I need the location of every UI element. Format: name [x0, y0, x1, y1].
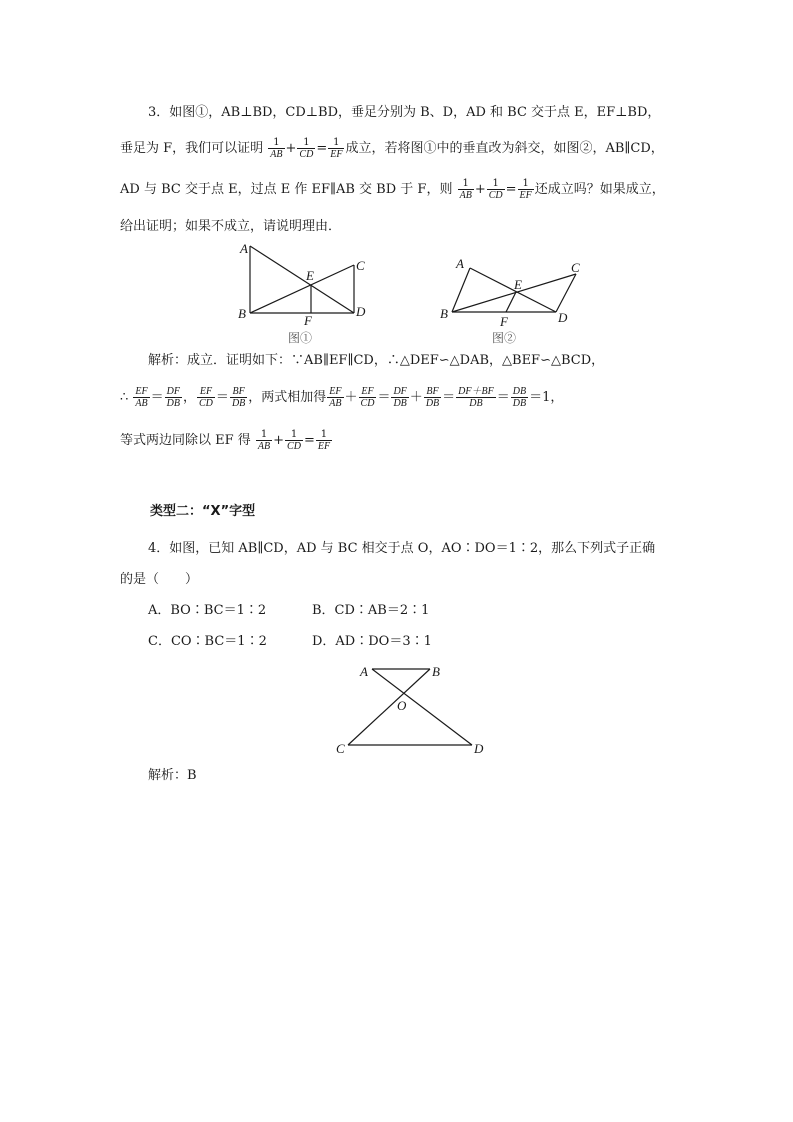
fig2-label-a: A: [456, 256, 464, 271]
fraction-1-over-cd: $\frac{1}{CD}$: [299, 137, 314, 160]
q3-line-1: 3．如图①，AB⊥BD，CD⊥BD，垂足分别为 B、D，AD 和 BC 交于点 E，EF⊥BD，: [148, 105, 661, 120]
fig4-label-o: O: [397, 698, 407, 713]
sol3-line-1: 解析：成立．证明如下：∵AB∥EF∥CD，∴△DEF∽△DAB，△BEF∽△BCD，: [148, 353, 605, 368]
fraction-dfbf-over-db: $\frac{DF+BF}{DB}$: [458, 386, 494, 409]
fraction-ef-over-ab: $\frac{EF}{AB}$: [135, 386, 148, 409]
fraction-bf-over-db-sum: $\frac{BF}{DB}$: [425, 386, 440, 409]
fraction-1-over-ab-3: $\frac{1}{AB}$: [257, 429, 271, 452]
fig1-label-a: A: [240, 241, 248, 256]
q4-option-b: B．CD∶AB＝2∶1: [312, 603, 430, 618]
q3-line-3: AD 与 BC 交于点 E，过点 E 作 EF∥AB 交 BD 于 F，则 $\frac{1}{AB}$ + $\frac{1}{CD}$ = $\frac{1}{EF}$ 还成立吗？如果成立，: [120, 178, 665, 201]
sol3-line-3: 等式两边同除以 EF 得 $\frac{1}{AB}$ + $\frac{1}{CD}$ = $\frac{1}{EF}$: [120, 429, 331, 452]
fraction-bf-over-db: $\frac{BF}{DB}$: [231, 386, 246, 409]
q4-option-a: A．BO∶BC＝1∶2: [148, 603, 267, 618]
fraction-1-over-ef: $\frac{1}{EF}$: [330, 137, 343, 160]
fig2-label-c: C: [571, 260, 580, 275]
sol4-answer: 解析：B: [148, 768, 197, 783]
fraction-db-over-db: $\frac{DB}{DB}$: [512, 386, 527, 409]
fraction-1-over-ef-3: $\frac{1}{EF}$: [317, 429, 331, 452]
fraction-df-over-db-sum: $\frac{DF}{DB}$: [393, 386, 407, 409]
fraction-1-over-ab: $\frac{1}{AB}$: [270, 137, 283, 160]
fig1-label-e: E: [306, 268, 314, 283]
fig4-label-d: D: [474, 741, 484, 756]
fig2-label-d: D: [558, 310, 568, 325]
fig2-caption: 图②: [492, 331, 517, 345]
fraction-ef-over-cd: $\frac{EF}{CD}$: [199, 386, 213, 409]
q4-option-c: C．CO∶BC＝1∶2: [148, 634, 267, 649]
fig4-label-b: B: [432, 664, 440, 679]
fraction-df-over-db: $\frac{DF}{DB}$: [166, 386, 180, 409]
fraction-1-over-cd-2: $\frac{1}{CD}$: [488, 178, 503, 201]
fig4-label-c: C: [336, 741, 345, 756]
fig1-label-c: C: [356, 258, 365, 273]
fraction-1-over-ef-2: $\frac{1}{EF}$: [519, 178, 532, 201]
figure-x-diagram: [330, 660, 496, 760]
fig1-label-f: F: [304, 313, 312, 328]
fig2-label-b: B: [440, 306, 448, 321]
fig2-label-f: F: [500, 314, 508, 329]
q4-line-1: 4．如图，已知 AB∥CD，AD 与 BC 相交于点 O，AO∶DO＝1∶2，那么下列式子正确: [148, 541, 656, 556]
fig4-label-a: A: [360, 664, 368, 679]
fig2-label-e: E: [514, 277, 522, 292]
q4-line-2: 的是（ ）: [120, 572, 199, 587]
fraction-1-over-ab-2: $\frac{1}{AB}$: [459, 178, 472, 201]
q3-line-2: 垂足为 F，我们可以证明 $\frac{1}{AB}$ + $\frac{1}{CD}$ = $\frac{1}{EF}$ 成立，若将图①中的垂直改为斜交，如图②，AB∥CD，: [120, 137, 664, 160]
figure-1-diagram: [232, 238, 372, 350]
fraction-ef-over-cd-sum: $\frac{EF}{CD}$: [360, 386, 375, 409]
sol3-line-2: ∴ $\frac{EF}{AB}$ ＝ $\frac{DF}{DB}$ ， $\frac{EF}{CD}$ ＝ $\frac{BF}{DB}$ ，两式相加得 $\frac{EF}{AB}$ ＋ $\frac{EF}{CD}$ ＝ $\frac{DF}{DB}$ ＋ $\frac{BF}{DB}$ ＝ $\frac{DF+BF}{DB}$ ＝ $\frac{DB}{DB}$ ＝1，: [120, 386, 564, 409]
fraction-ef-over-ab-sum: $\frac{EF}{AB}$: [329, 386, 342, 409]
figure-2-diagram: [432, 250, 592, 350]
fig1-label-d: D: [356, 304, 366, 319]
section-2-title: 类型二：“X”字型: [150, 504, 256, 519]
q3-line-4: 给出证明；如果不成立，请说明理由．: [120, 219, 342, 234]
fig1-label-b: B: [238, 306, 246, 321]
q4-option-d: D．AD∶DO＝3∶1: [312, 634, 432, 649]
fig1-caption: 图①: [288, 331, 313, 345]
fraction-1-over-cd-3: $\frac{1}{CD}$: [287, 429, 301, 452]
